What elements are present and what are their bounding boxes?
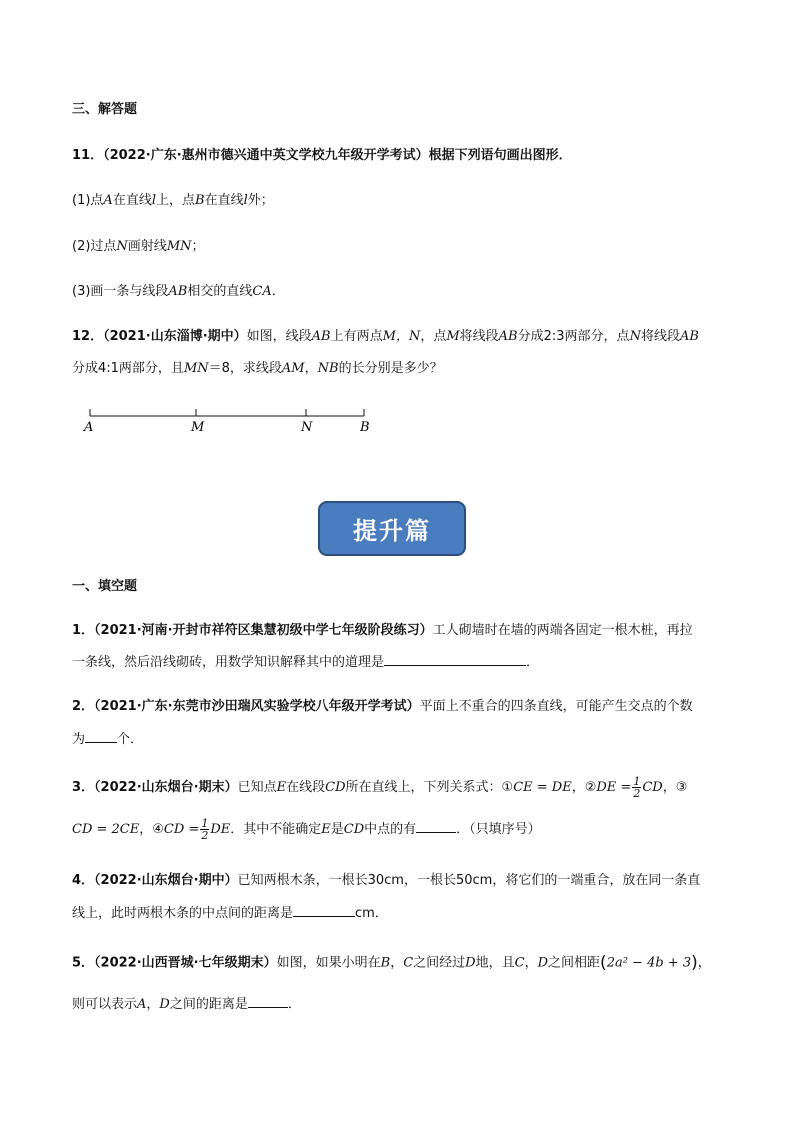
label-N: N (301, 420, 313, 435)
q11-p3-text-b: 相交的直线 (187, 284, 253, 299)
q11-part1 (72, 191, 274, 211)
q3-circled-2: ② (584, 780, 597, 795)
q2-answer-blank[interactable] (85, 728, 117, 743)
left-paren: ( (600, 953, 607, 973)
q11-part3 (72, 282, 285, 302)
q12-text-c: ，点 (420, 329, 447, 344)
q1-text-end: ． (526, 655, 540, 670)
q5-comma3: ， (146, 997, 160, 1012)
q3-number: 3． (72, 780, 95, 795)
q11-part2 (72, 237, 205, 257)
q1-text-b: 一条线，然后沿线砌砖，用数学知识解释其中的道理是 (72, 655, 385, 670)
q3-var-E: E (276, 780, 287, 795)
q3-text-g: ．（只填序号） (456, 822, 541, 837)
q3-text-a: 已知点 (237, 780, 277, 795)
frac-denominator-2: 2 (201, 829, 209, 842)
q3-circled-1: ① (501, 780, 514, 795)
q5-text-c: 地，且 (475, 955, 515, 971)
q5-var-D: D (465, 955, 476, 971)
q5-var-C: C (403, 955, 414, 971)
q3-line2 (72, 818, 541, 841)
q11-p3-text-c: ． (271, 284, 285, 299)
q11-text: 11．（2022·广东·惠州市德兴通中英文学校九年级开学考试）根据下列语句画出图形． (72, 148, 572, 163)
q11-p1-text-a: (1)点 (72, 193, 104, 208)
q12-var-N: N (629, 329, 641, 344)
q12-var-MN: M，N (382, 329, 421, 344)
q3-text-d: ．其中不能确定 (230, 822, 322, 837)
q11-p1-text-e: 外； (247, 193, 274, 208)
q5-text-a: 如图，如果小明在 (276, 955, 381, 971)
q12-var-M: M (446, 329, 460, 344)
q12-var-AB: AB (311, 329, 331, 344)
q3-var-CD2: CD (343, 822, 365, 837)
q2-text-c: 个． (117, 732, 144, 747)
frac-denominator: 2 (633, 787, 641, 800)
q11-p1-var-B: B (195, 193, 205, 208)
q12-text-h: ＝8，求线段 (208, 361, 282, 376)
q11-stem (72, 146, 572, 166)
frac-numerator-2: 1 (201, 817, 209, 830)
q3-line1 (72, 776, 687, 799)
q5-comma2: ， (524, 955, 538, 971)
q12-text-d: 将线段 (459, 329, 499, 344)
q2-number: 2． (72, 699, 95, 714)
q1-line2 (72, 651, 539, 673)
q5-text-b: 之间经过 (413, 955, 466, 971)
q11-p2-text-b: 画射线 (127, 239, 167, 254)
q5-var-B: B (380, 955, 391, 971)
q12-text-i: ， (304, 361, 318, 376)
q5-expression: 2a² − 4b + 3 (606, 955, 692, 971)
q5-text-h: ． (287, 997, 301, 1012)
q12-source: （2021·山东淄博·期中） (103, 329, 247, 344)
segment-figure (80, 400, 380, 440)
q5-line1 (72, 953, 711, 974)
section-heading-answer: 三、解答题 (72, 102, 138, 117)
q5-line2 (72, 993, 301, 1015)
q3-text-e: 是 (330, 822, 344, 837)
q3-text-f: 中点的有 (364, 822, 417, 837)
q3-eq2-left: DE = (596, 780, 632, 795)
q5-source: （2022·山西晋城·七年级期末） (94, 955, 277, 971)
q5-answer-blank[interactable] (248, 993, 288, 1008)
q12-number: 12． (72, 329, 104, 344)
q3-sep1: ， (571, 780, 585, 795)
q3-eq1: CE = DE (513, 780, 572, 795)
q4-text-a: 已知两根木条，一根长30cm，一根长50cm，将它们的一端重合，放在同一条直 (237, 873, 701, 888)
q5-number: 5． (72, 955, 95, 971)
label-M: M (191, 420, 205, 435)
q4-number: 4． (72, 873, 95, 888)
label-A: A (84, 420, 94, 435)
q3-eq3: CD = 2CE (72, 822, 140, 837)
q5-var-C2: C (514, 955, 525, 971)
q12-var-MN2: MN (183, 361, 209, 376)
q3-answer-blank[interactable] (416, 818, 456, 833)
q3-circled-4: ④ (152, 822, 164, 837)
q3-eq4-left: CD = (163, 822, 200, 837)
q3-circled-3: ③ (675, 780, 688, 795)
q5-text-g: 之间的距离是 (169, 997, 248, 1012)
q3-eq2-right: CD (642, 780, 663, 795)
q12-var-AM: AM (281, 361, 305, 376)
q2-source: （2021·广东·东莞市沙田瑞风实验学校八年级开学考试） (94, 699, 420, 714)
q5-var-A: A (137, 997, 147, 1012)
q3-source: （2022·山东烟台·期末） (94, 780, 238, 795)
q5-text-e: ， (697, 955, 711, 971)
q5-text-f: 则可以表示 (72, 997, 138, 1012)
right-paren: ) (691, 953, 698, 973)
q12-line2 (72, 359, 443, 379)
q4-line2 (72, 902, 388, 924)
q11-p2-text-c: ； (191, 239, 205, 254)
q11-p2-text-a: (2)过点 (72, 239, 117, 254)
q3-var-E2: E (321, 822, 331, 837)
q11-p3-var-CA: CA (252, 284, 272, 299)
q4-answer-blank[interactable] (293, 902, 355, 917)
q12-text-b: 上有两点 (330, 329, 383, 344)
advanced-section-banner: 提升篇 (318, 501, 466, 556)
q1-number: 1． (72, 623, 95, 638)
q11-p1-var-l2: l (243, 193, 248, 208)
q1-line1 (72, 621, 693, 641)
q5-text-d: 之间相距 (548, 955, 601, 971)
q11-p3-var-AB: AB (168, 284, 188, 299)
q4-text-c: cm． (355, 906, 388, 921)
q11-p1-text-d: 在直线 (204, 193, 244, 208)
q1-source: （2021·河南·开封市祥符区集慧初级中学七年级阶段练习） (94, 623, 433, 638)
q1-text-a: 工人砌墙时在墙的两端各固定一根木桩，再拉 (432, 623, 693, 638)
q11-p3-text-a: (3)画一条与线段 (72, 284, 169, 299)
q2-text-b: 为 (72, 732, 86, 747)
q3-var-CD: CD (325, 780, 346, 795)
q3-eq4-right: DE (210, 822, 231, 837)
q11-p2-var-MN: MN (166, 239, 192, 254)
q12-line1 (72, 327, 699, 347)
q4-line1 (72, 871, 700, 891)
q3-fraction-half-2 (200, 818, 209, 841)
q2-line1 (72, 697, 693, 717)
q4-source: （2022·山东烟台·期中） (94, 873, 238, 888)
q12-var-AB3: AB (679, 329, 699, 344)
q12-text-e: 分成2:3两部分，点 (517, 329, 630, 344)
q3-fraction-half (632, 776, 641, 799)
q2-text-a: 平面上不重合的四条直线，可能产生交点的个数 (419, 699, 693, 714)
q12-var-AB2: AB (498, 329, 518, 344)
q3-sep3: ， (139, 822, 153, 837)
section-heading-fill: 一、填空题 (72, 579, 138, 594)
q11-p1-var-A: A (103, 193, 113, 208)
label-B: B (360, 420, 370, 435)
q3-text-b: 在线段 (286, 780, 326, 795)
q2-line2 (72, 728, 143, 750)
q12-text-g: 分成4:1两部分，且 (72, 361, 184, 376)
q12-text-j: 的长分别是多少？ (338, 361, 443, 376)
q3-text-c: 所在直线上，下列关系式： (345, 780, 502, 795)
q12-text-f: 将线段 (640, 329, 680, 344)
q1-answer-blank[interactable] (384, 651, 526, 666)
q12-var-NB: NB (317, 361, 339, 376)
q11-p2-var-N: N (116, 239, 128, 254)
q3-sep2: ， (662, 780, 676, 795)
q12-text-a: 如图，线段 (246, 329, 312, 344)
q11-p1-var-l: l (151, 193, 156, 208)
q11-p1-text-b: 在直线 (112, 193, 152, 208)
q4-text-b: 线上，此时两根木条的中点间的距离是 (72, 906, 294, 921)
q5-var-D2: D (537, 955, 549, 971)
q11-p1-text-c: 上，点 (156, 193, 196, 208)
q5-var-D3: D (159, 997, 170, 1012)
frac-numerator: 1 (633, 775, 641, 788)
q5-comma: ， (390, 955, 404, 971)
